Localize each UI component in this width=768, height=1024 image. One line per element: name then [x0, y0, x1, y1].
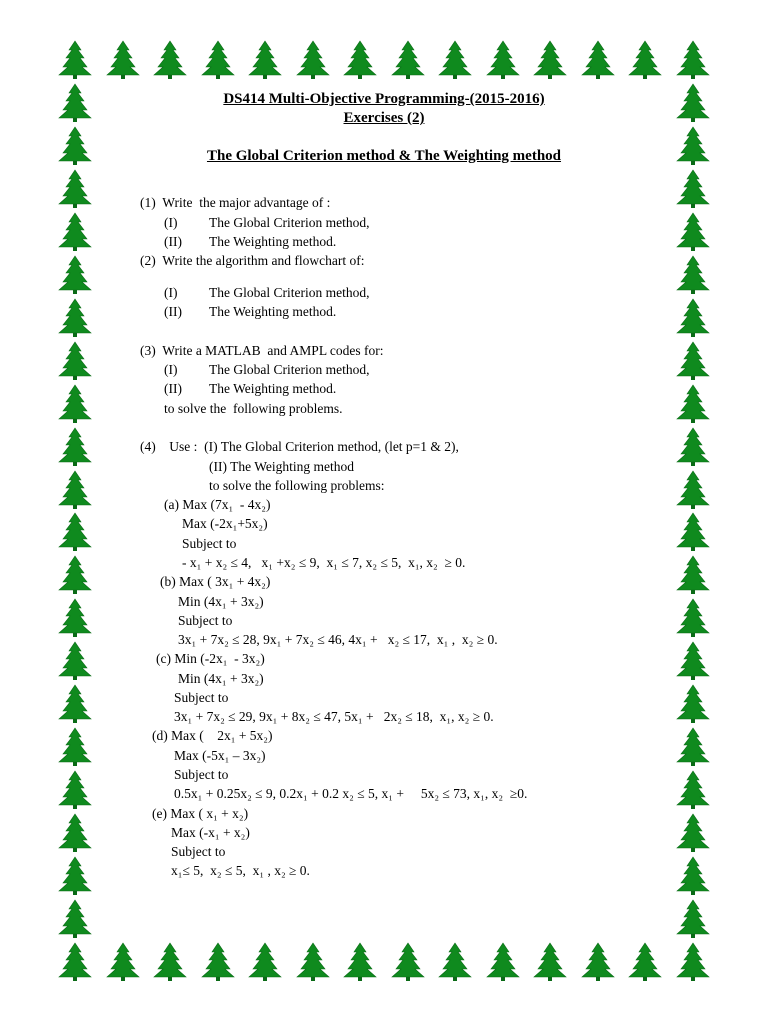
q3-item-ii-number: (II)	[164, 381, 182, 396]
topic-title: The Global Criterion method & The Weighting method	[206, 148, 562, 164]
problem-c-objective-1: (c) Min (-2x₁ - 3x₂)	[156, 651, 265, 666]
problem-e-objective-1: (e) Max ( x₁ + x₂)	[152, 806, 249, 821]
problem-d-subject-to: Subject to	[174, 767, 229, 782]
problem-a-subject-to: Subject to	[182, 536, 237, 551]
problem-b-objective-2: Min (4x₁ + 3x₂)	[178, 594, 264, 609]
problem-a-constraints: - x₁ + x₂ ≤ 4, x₁ +x₂ ≤ 9, x₁ ≤ 7, x₂ ≤ 5, x₁, x₂ ≥ 0.	[182, 555, 466, 570]
q1-item-i-number: (I)	[164, 215, 178, 230]
problem-b-constraints: 3x₁ + 7x₂ ≤ 28, 9x₁ + 7x₂ ≤ 46, 4x₁ + x₂ ≤ 17, x₁ , x₂ ≥ 0.	[178, 632, 498, 647]
problem-b-subject-to: Subject to	[178, 613, 233, 628]
q4-line-2: (II) The Weighting method	[209, 459, 355, 474]
q4-line-3: to solve the following problems:	[209, 478, 385, 493]
problem-b-objective-1: (b) Max ( 3x₁ + 4x₂)	[160, 574, 271, 589]
problem-c-subject-to: Subject to	[174, 690, 229, 705]
problem-e-constraints: x₁≤ 5, x₂ ≤ 5, x₁ , x₂ ≥ 0.	[171, 863, 310, 878]
q1-item-ii-number: (II)	[164, 234, 182, 249]
problem-e-subject-to: Subject to	[171, 844, 226, 859]
problem-a-objective-1: (a) Max (7x₁ - 4x₂)	[164, 497, 271, 512]
q2-stem: (2) Write the algorithm and flowchart of:	[140, 253, 365, 268]
problem-e-objective-2: Max (-x₁ + x₂)	[171, 825, 250, 840]
q3-item-i-number: (I)	[164, 362, 178, 377]
problem-a-objective-2: Max (-2x₁+5x₂)	[182, 516, 268, 531]
problem-d-objective-2: Max (-5x₁ – 3x₂)	[174, 748, 266, 763]
q1-item-i-text: The Global Criterion method,	[209, 215, 370, 230]
problem-d-constraints: 0.5x₁ + 0.25x₂ ≤ 9, 0.2x₁ + 0.2 x₂ ≤ 5, x₁ + 5x₂ ≤ 73, x₁, x₂ ≥0.	[174, 786, 528, 801]
course-title: DS414 Multi-Objective Programming-(2015-2016)	[223, 91, 545, 107]
exercise-number: Exercises (2)	[343, 110, 425, 126]
q3-stem: (3) Write a MATLAB and AMPL codes for:	[140, 343, 384, 358]
problem-c-constraints: 3x₁ + 7x₂ ≤ 29, 9x₁ + 8x₂ ≤ 47, 5x₁ + 2x₂ ≤ 18, x₁, x₂ ≥ 0.	[174, 709, 494, 724]
q2-item-i-number: (I)	[164, 285, 178, 300]
problem-c-objective-2: Min (4x₁ + 3x₂)	[178, 671, 264, 686]
q1-item-ii-text: The Weighting method.	[209, 234, 337, 249]
q2-item-ii-text: The Weighting method.	[209, 304, 337, 319]
q3-tail: to solve the following problems.	[164, 401, 343, 416]
q4-stem: (4) Use : (I) The Global Criterion method, (let p=1 & 2),	[140, 439, 459, 454]
q2-item-ii-number: (II)	[164, 304, 182, 319]
q3-item-ii-text: The Weighting method.	[209, 381, 337, 396]
q1-stem: (1) Write the major advantage of :	[140, 195, 331, 210]
q2-item-i-text: The Global Criterion method,	[209, 285, 370, 300]
q3-item-i-text: The Global Criterion method,	[209, 362, 370, 377]
problem-d-objective-1: (d) Max ( 2x₁ + 5x₂)	[152, 728, 273, 743]
